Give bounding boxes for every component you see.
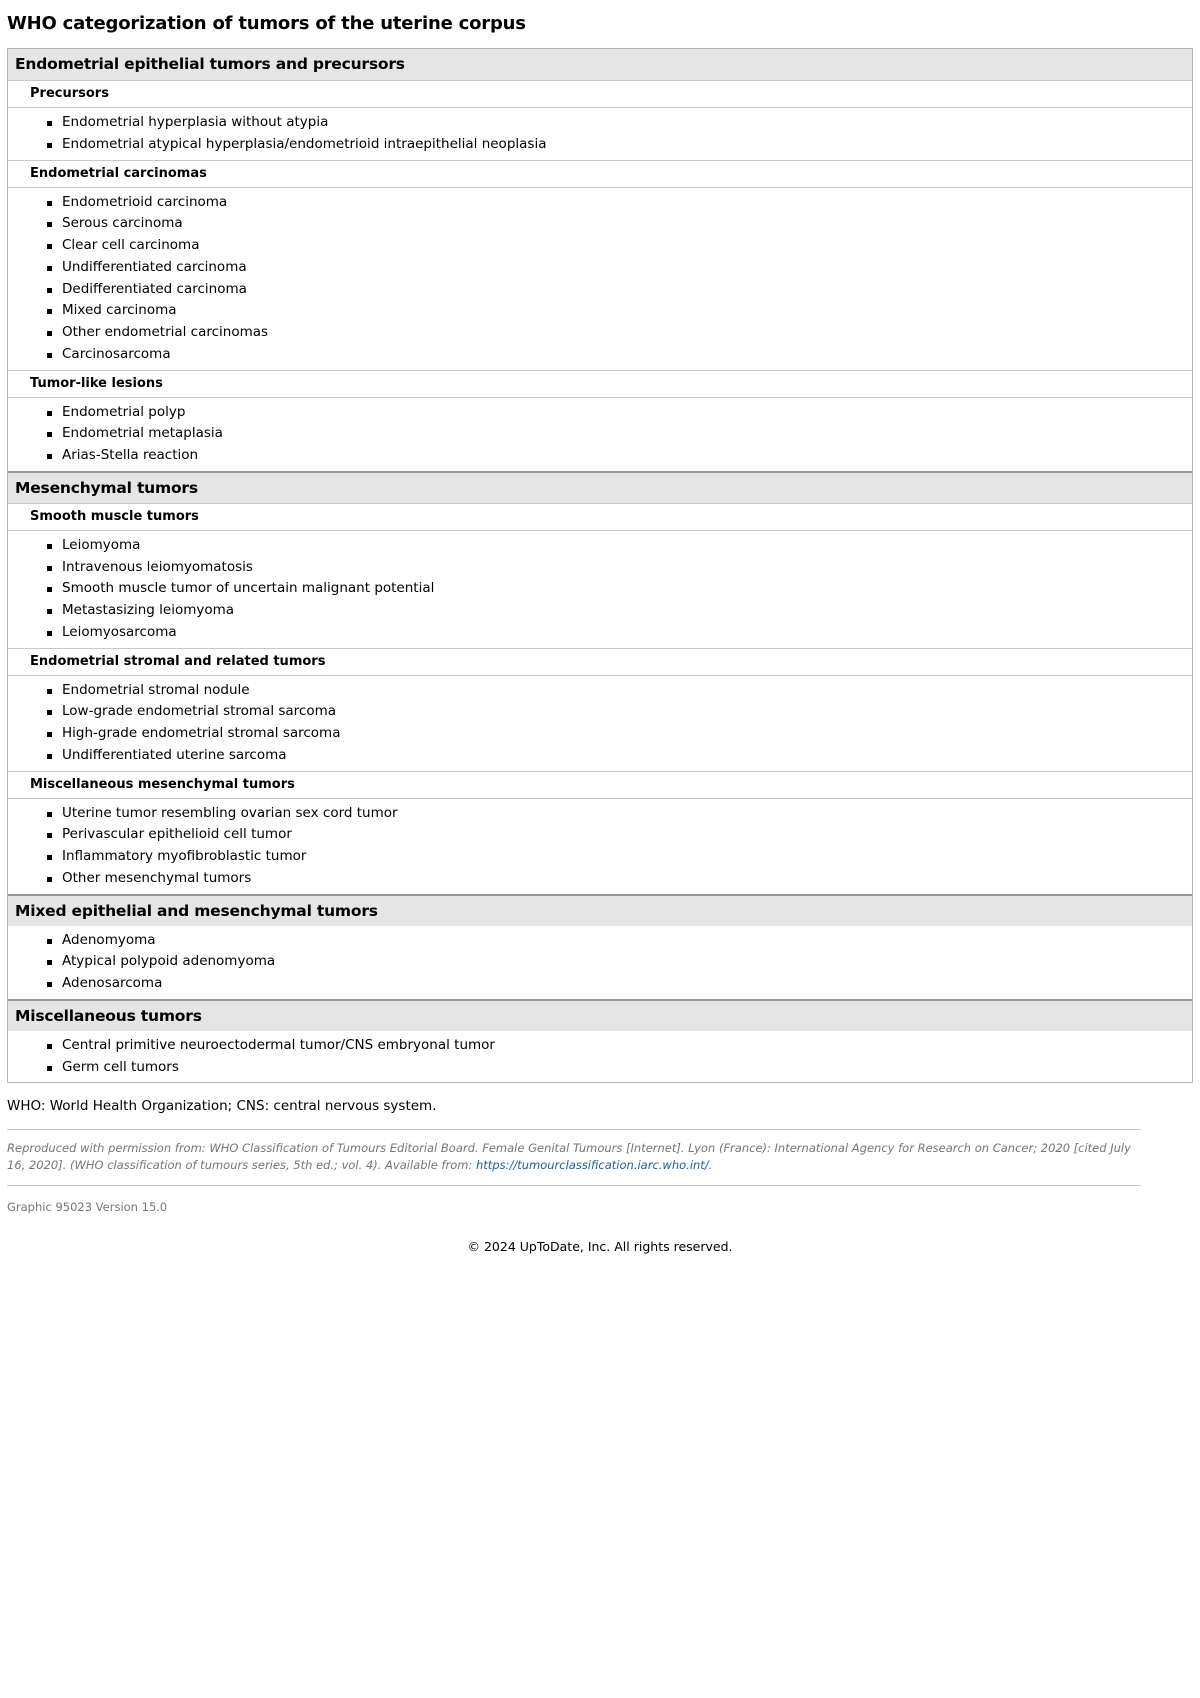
copyright-notice: © 2024 UpToDate, Inc. All rights reserved. bbox=[467, 1239, 733, 1255]
list-item: Arias-Stella reaction bbox=[8, 445, 1192, 467]
list-item: Central primitive neuroectodermal tumor/CNS embryonal tumor bbox=[8, 1035, 1192, 1057]
item-list bbox=[8, 188, 1192, 370]
list-item: Smooth muscle tumor of uncertain malignant potential bbox=[8, 578, 1192, 600]
item-list bbox=[8, 531, 1192, 648]
list-item: Carcinosarcoma bbox=[8, 344, 1192, 366]
item-list bbox=[8, 676, 1192, 771]
list-item: Endometrial atypical hyperplasia/endometrioid intraepithelial neoplasia bbox=[8, 134, 1192, 156]
list-item: Endometrial hyperplasia without atypia bbox=[8, 112, 1192, 134]
item-list bbox=[8, 799, 1192, 894]
list-item: Dedifferentiated carcinoma bbox=[8, 279, 1192, 301]
list-item: Leiomyosarcoma bbox=[8, 622, 1192, 644]
section-header: Mixed epithelial and mesenchymal tumors bbox=[8, 894, 1192, 926]
section-header: Miscellaneous tumors bbox=[8, 999, 1192, 1031]
page bbox=[7, 0, 1193, 1256]
list-item: Serous carcinoma bbox=[8, 213, 1192, 235]
item-list bbox=[8, 1031, 1192, 1083]
reference-trailing: . bbox=[708, 1158, 713, 1173]
section-header: Endometrial epithelial tumors and precursors bbox=[8, 49, 1192, 80]
list-item: Perivascular epithelioid cell tumor bbox=[8, 824, 1192, 846]
list-item: Endometrioid carcinoma bbox=[8, 192, 1192, 214]
list-item: Undifferentiated carcinoma bbox=[8, 257, 1192, 279]
item-list bbox=[8, 108, 1192, 160]
classification-table bbox=[7, 48, 1193, 1083]
section-header: Mesenchymal tumors bbox=[8, 471, 1192, 503]
reference-text: Reproduced with permission from: WHO Classification of Tumours Editorial Board. Female Genital Tumours [Internet]. Lyon (France): International Agency for Research on Cancer; 2020 [cited July 16, 2020]. (WHO classification of tumours series, 5th ed.; vol. 4). Available from: bbox=[7, 1141, 1131, 1173]
list-item: Endometrial stromal nodule bbox=[8, 680, 1192, 702]
list-item: Mixed carcinoma bbox=[8, 300, 1192, 322]
list-item: Endometrial metaplasia bbox=[8, 423, 1192, 445]
list-item: Inflammatory myofibroblastic tumor bbox=[8, 846, 1192, 868]
list-item: High-grade endometrial stromal sarcoma bbox=[8, 723, 1192, 745]
graphic-version: Graphic 95023 Version 15.0 bbox=[7, 1200, 168, 1215]
reference-citation bbox=[7, 1130, 1141, 1185]
reference-link[interactable]: https://tumourclassification.iarc.who.int/ bbox=[475, 1158, 709, 1173]
list-item: Adenomyoma bbox=[8, 930, 1192, 952]
subsection-header: Miscellaneous mesenchymal tumors bbox=[8, 771, 1192, 799]
list-item: Metastasizing leiomyoma bbox=[8, 600, 1192, 622]
list-item: Other endometrial carcinomas bbox=[8, 322, 1192, 344]
subsection-header: Endometrial carcinomas bbox=[8, 160, 1192, 188]
list-item: Atypical polypoid adenomyoma bbox=[8, 951, 1192, 973]
list-item: Undifferentiated uterine sarcoma bbox=[8, 745, 1192, 767]
subsection-header: Tumor-like lesions bbox=[8, 370, 1192, 398]
list-item: Leiomyoma bbox=[8, 535, 1192, 557]
list-item: Endometrial polyp bbox=[8, 402, 1192, 424]
list-item: Intravenous leiomyomatosis bbox=[8, 557, 1192, 579]
subsection-header: Precursors bbox=[8, 80, 1192, 108]
abbreviations-footnote: WHO: World Health Organization; CNS: central nervous system. bbox=[7, 1098, 437, 1115]
page-title: WHO categorization of tumors of the uterine corpus bbox=[7, 13, 526, 34]
list-item: Other mesenchymal tumors bbox=[8, 868, 1192, 890]
item-list bbox=[8, 926, 1192, 999]
divider bbox=[7, 1185, 1141, 1186]
list-item: Germ cell tumors bbox=[8, 1057, 1192, 1079]
list-item: Adenosarcoma bbox=[8, 973, 1192, 995]
list-item: Uterine tumor resembling ovarian sex cord tumor bbox=[8, 803, 1192, 825]
list-item: Clear cell carcinoma bbox=[8, 235, 1192, 257]
subsection-header: Smooth muscle tumors bbox=[8, 503, 1192, 531]
item-list bbox=[8, 398, 1192, 471]
subsection-header: Endometrial stromal and related tumors bbox=[8, 648, 1192, 676]
list-item: Low-grade endometrial stromal sarcoma bbox=[8, 701, 1192, 723]
